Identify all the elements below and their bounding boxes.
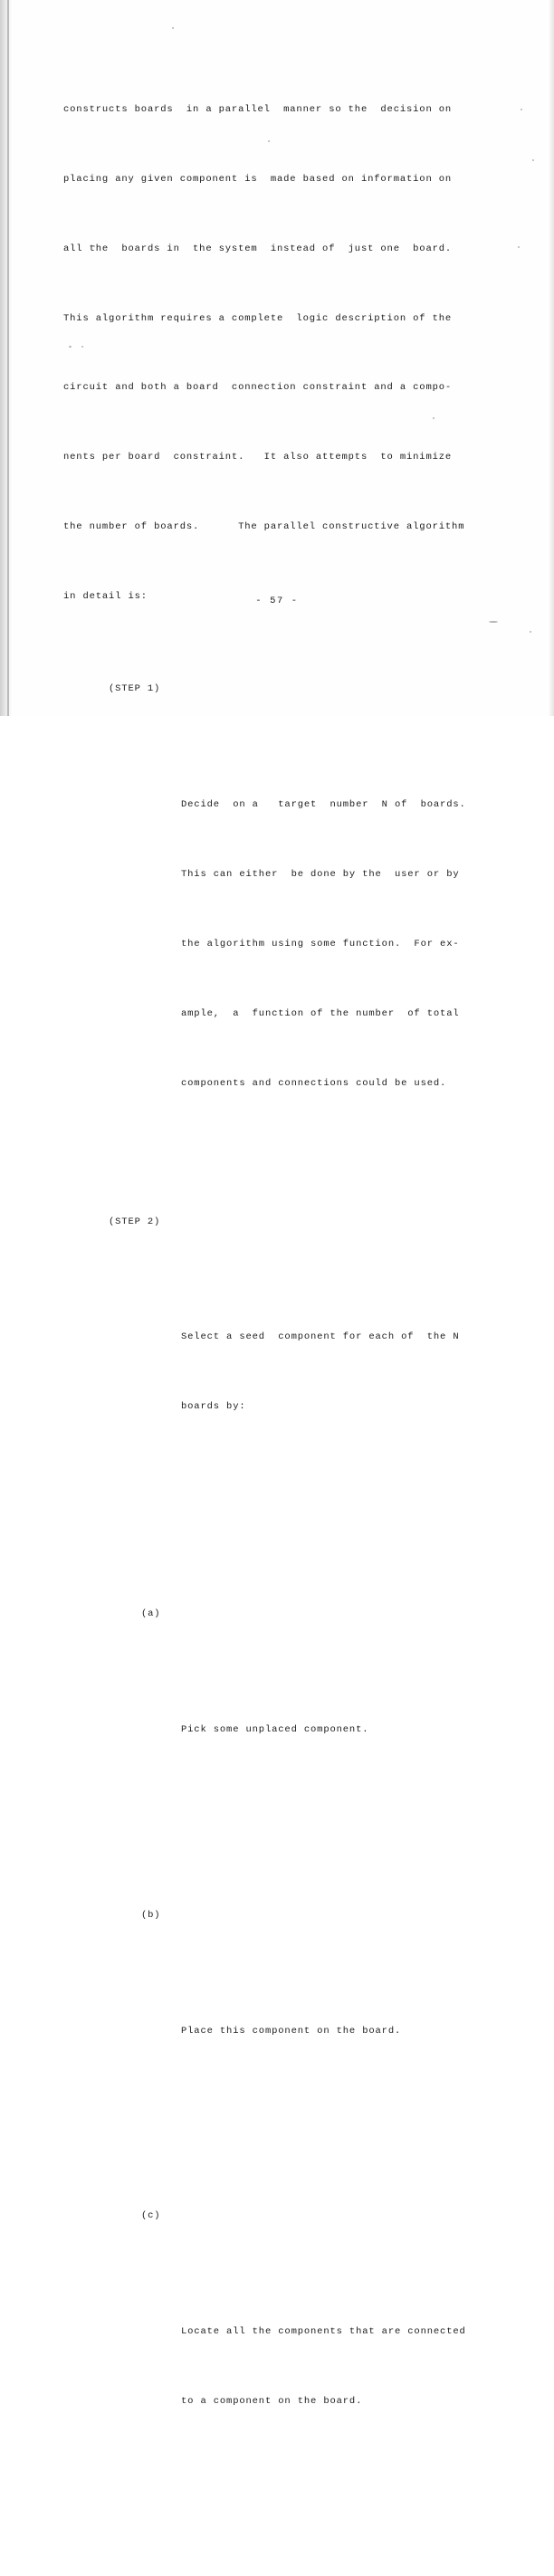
sub-item-line: to a component on the board. [181, 2396, 363, 2408]
page-body [63, 52, 489, 2576]
sub-item-label: (b) [141, 1909, 161, 1921]
sub-item-text [181, 2275, 489, 2460]
page-number: - 57 - [255, 596, 299, 606]
sub-item-label: (a) [141, 1608, 161, 1619]
body-line: This algorithm requires a complete logic description of the [63, 312, 453, 324]
body-line: in detail is: [63, 590, 148, 602]
step-line: components and connections could be used. [181, 1077, 447, 1089]
spacer [63, 1188, 489, 1211]
step-label: (STEP 1) [109, 683, 161, 695]
sub-item-line: Pick some unplaced component. [181, 1723, 369, 1735]
scan-speck [521, 109, 522, 110]
sub-item-text [181, 1673, 489, 1789]
sub-item-b [63, 1904, 489, 2136]
scan-speck [530, 631, 531, 633]
step-item-2 [63, 1211, 489, 1512]
step-label: (STEP 2) [109, 1216, 161, 1227]
sub-item-line: Place this component on the board. [181, 2025, 402, 2037]
step-line: This can either be done by the user or by [181, 869, 460, 881]
step-item-1 [63, 678, 489, 1188]
scan-edge-shadow [7, 0, 9, 716]
step-line: Select a seed component for each of the N [181, 1331, 460, 1343]
scan-speck [532, 159, 534, 161]
scan-speck [518, 246, 520, 248]
step-line: Decide on a target number N of boards. [181, 799, 466, 811]
step-line: boards by: [181, 1401, 246, 1413]
body-line: constructs boards in a parallel manner so the decision on [63, 104, 453, 116]
step-text [181, 1280, 489, 1465]
step-line: the algorithm using some function. For ex- [181, 938, 460, 949]
sub-item-line: Locate all the components that are connected [181, 2326, 466, 2338]
scan-edge-left [0, 0, 12, 716]
sub-item-list [63, 1533, 489, 2576]
body-line: placing any given component is made based on information on [63, 173, 453, 185]
step-line: ample, a function of the number of total [181, 1007, 460, 1019]
body-paragraph [63, 52, 489, 654]
step-text [181, 748, 489, 1141]
body-line: all the boards in the system instead of just one board. [63, 243, 453, 254]
body-line: the number of boards. The parallel constructive algorithm [63, 520, 465, 532]
sub-item-text [181, 1974, 489, 2090]
sub-item-label: (c) [141, 2210, 161, 2222]
sub-item-c [63, 2205, 489, 2506]
scan-edge-right [549, 0, 554, 716]
step-list [63, 678, 489, 1512]
scan-speck [489, 621, 498, 623]
sub-item-a [63, 1603, 489, 1835]
scan-speck [172, 27, 174, 29]
body-line: circuit and both a board connection constraint and a compo- [63, 382, 453, 394]
body-line: nents per board constraint. It also attempts to minimize [63, 452, 453, 463]
